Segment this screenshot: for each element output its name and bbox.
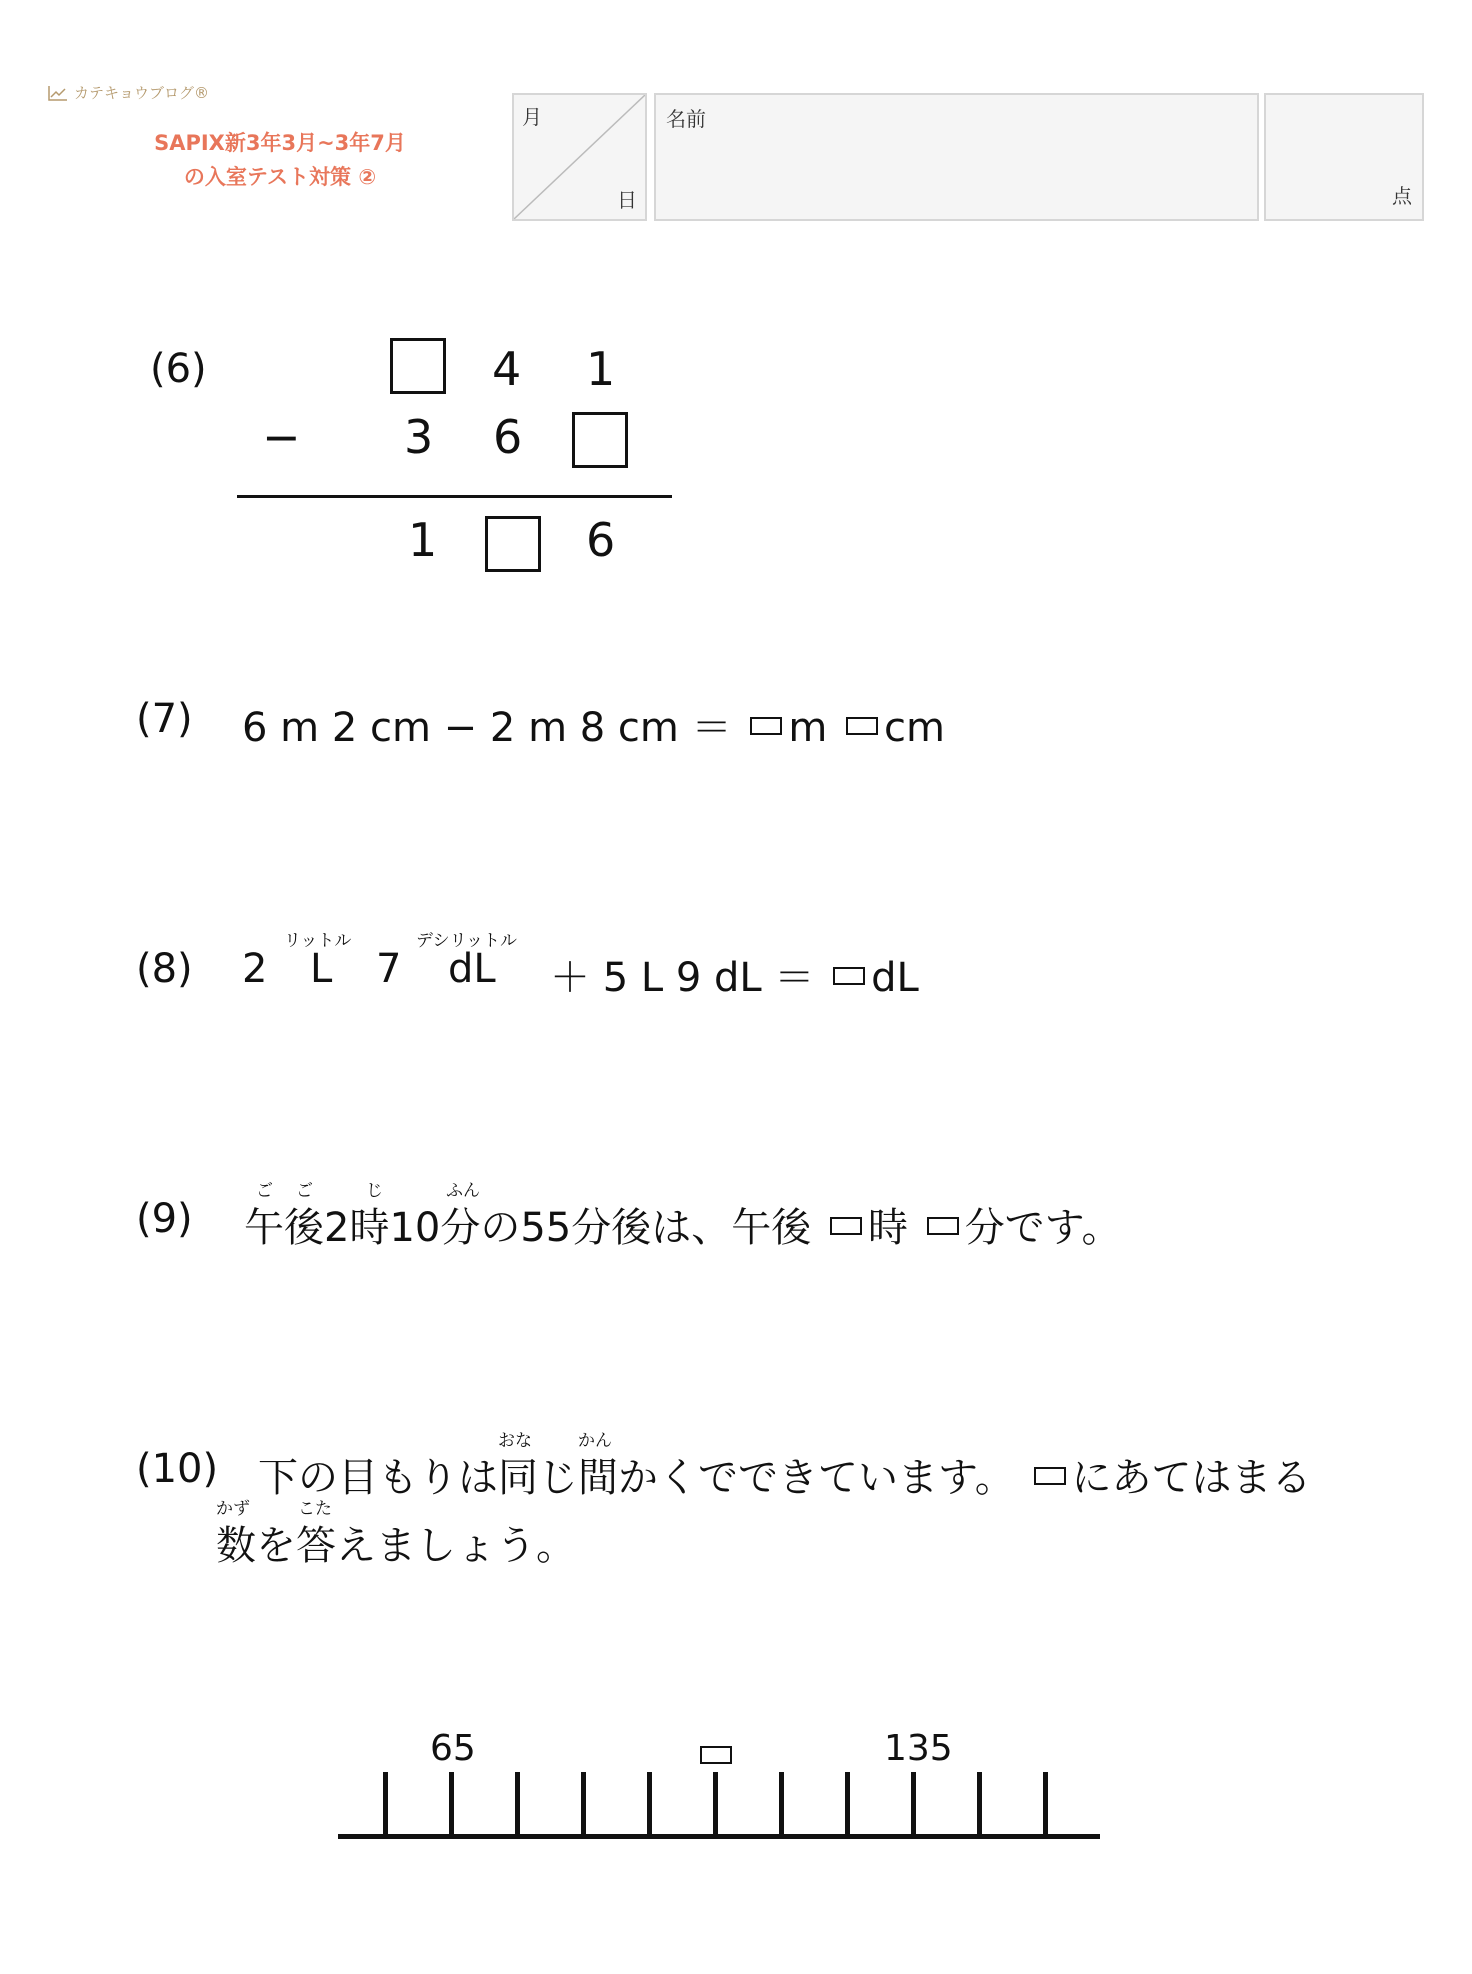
q8-ruby: リットル: [284, 931, 352, 951]
q9-text: 午後2時10分の55分後は、午後: [244, 1205, 812, 1251]
scale-answer-box[interactable]: [700, 1746, 732, 1764]
scale-tick: [383, 1772, 388, 1838]
q8-unit: L: [310, 946, 333, 992]
q6-sum-line: [237, 495, 672, 498]
q6-digit: 4: [492, 342, 522, 396]
q10-line1: [258, 1446, 1312, 1503]
scale-tick: [713, 1772, 718, 1838]
scale-label-left: 65: [430, 1728, 476, 1769]
q10-ruby: かず: [216, 1499, 250, 1519]
scale-tick: [581, 1772, 586, 1838]
q10-line2: 数を答えましょう。: [216, 1523, 576, 1569]
q9-answer-box-minute[interactable]: [927, 1217, 959, 1235]
day-label: 日: [617, 188, 637, 212]
q8-number: 7: [376, 946, 402, 992]
q8-expression: [550, 946, 919, 1003]
q10-ruby: おな: [498, 1431, 532, 1451]
q8-equation: ＋ 5 L 9 dL ＝: [550, 955, 815, 1001]
q6-label: (6): [150, 346, 207, 392]
q8-ruby: デシリットル: [416, 931, 517, 951]
q7-unit-cm: cm: [884, 705, 945, 751]
blog-logo: [48, 82, 209, 103]
q8-unit: dL: [448, 946, 496, 992]
score-box[interactable]: [1264, 93, 1424, 221]
q6-digit: 1: [586, 342, 616, 396]
q10-answer-box[interactable]: [1034, 1467, 1066, 1485]
scale-tick: [449, 1772, 454, 1838]
name-box[interactable]: [654, 93, 1259, 221]
q6-digit: 1: [408, 513, 438, 567]
scale-tick: [1043, 1772, 1048, 1838]
date-box[interactable]: [512, 93, 647, 221]
q6-digit: 6: [493, 410, 523, 464]
q6-minus-sign: −: [262, 410, 301, 464]
q9-answer-box-hour[interactable]: [830, 1217, 862, 1235]
q9-ruby: ご: [256, 1181, 273, 1201]
month-label: 月: [522, 105, 542, 129]
score-label: 点: [1392, 184, 1412, 208]
q10-text-b: にあてはまる: [1071, 1455, 1312, 1501]
q7-answer-box-cm[interactable]: [846, 717, 878, 735]
q10-label: (10): [136, 1446, 219, 1492]
q9-ruby: じ: [366, 1181, 383, 1201]
q6-digit: 6: [586, 513, 616, 567]
scale-tick: [911, 1772, 916, 1838]
worksheet-title-line2: の入室テスト対策 ②: [183, 165, 377, 189]
q7-equation: 6 m 2 cm − 2 m 8 cm ＝: [242, 705, 732, 751]
q7-expression: [242, 696, 945, 753]
q8-label: (8): [136, 946, 193, 992]
logo-text: カテキョウブログ®: [74, 84, 210, 102]
q7-answer-box-m[interactable]: [750, 717, 782, 735]
name-label: 名前: [666, 107, 706, 131]
q8-answer-unit: dL: [871, 955, 919, 1001]
scale-tick: [977, 1772, 982, 1838]
scale-tick: [647, 1772, 652, 1838]
q9-ruby: ご: [296, 1181, 313, 1201]
scale-tick: [779, 1772, 784, 1838]
q8-number: 2: [242, 946, 268, 992]
q7-unit-m: m: [788, 705, 828, 751]
scale-tick: [515, 1772, 520, 1838]
worksheet-title-line1: SAPIX新3年3月~3年7月: [154, 131, 406, 155]
scale-label-right: 135: [884, 1728, 953, 1769]
q9-text-hour: 時: [867, 1205, 908, 1251]
q9-ruby: ふん: [446, 1181, 480, 1201]
q10-ruby: こた: [298, 1499, 332, 1519]
scale-tick: [845, 1772, 850, 1838]
chart-line-icon: [48, 85, 68, 101]
q9-sentence: [244, 1196, 1122, 1253]
q7-label: (7): [136, 696, 193, 742]
q9-text-end: 分です。: [964, 1205, 1122, 1251]
q9-label: (9): [136, 1196, 193, 1242]
q6-answer-box-ones[interactable]: [572, 412, 628, 468]
q6-answer-box-hundreds[interactable]: [390, 338, 446, 394]
q6-answer-box-tens[interactable]: [485, 516, 541, 572]
q8-answer-box[interactable]: [833, 967, 865, 985]
q6-digit: 3: [404, 410, 434, 464]
q10-ruby: かん: [578, 1431, 612, 1451]
q10-text: 下の目もりは同じ間かくでできています。: [258, 1455, 1015, 1501]
scale-baseline: [338, 1834, 1100, 1839]
